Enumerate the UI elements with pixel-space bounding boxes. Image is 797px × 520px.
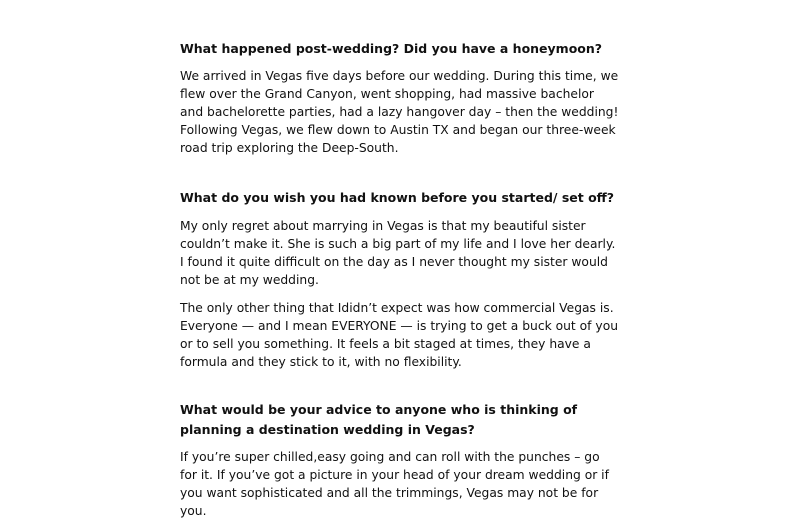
answer-commercial-vegas: The only other thing that Ididn’t expect was how commercial Vegas is. Everyone — and I mean EVERYONE — is trying to get a buck out of you or to sell you something. It feels a bit staged at times, they have a formula and they stick to it, with no flexibility. [180,301,619,369]
question-advice: What would be your advice to anyone who is thinking of planning a destination wedding in Vegas? [180,402,578,437]
question-wish-known: What do you wish you had known before you started/ set off? [180,190,615,205]
interview-article [180,39,620,520]
answer-regret-sister: My only regret about marrying in Vegas is that my beautiful sister couldn’t make it. She is such a big part of my life and I love her dearly. I found it quite difficult on the day as I never thought my sister would not be at my wedding. [180,219,616,287]
answer-advice: If you’re super chilled,easy going and can roll with the punches – go for it. If you’ve got a picture in your head of your dream wedding or if you want sophisticated and all the trimmings, Vegas may not be for you. [180,450,609,518]
question-honeymoon: What happened post-wedding? Did you have a honeymoon? [180,41,603,56]
answer-honeymoon: We arrived in Vegas five days before our wedding. During this time, we flew over the Grand Canyon, went shopping, had massive bachelor and bachelorette parties, had a lazy hangover day – then the wedding! Following Vegas, we flew down to Austin TX and began our three-week road trip exploring the Deep-South. [180,69,619,155]
